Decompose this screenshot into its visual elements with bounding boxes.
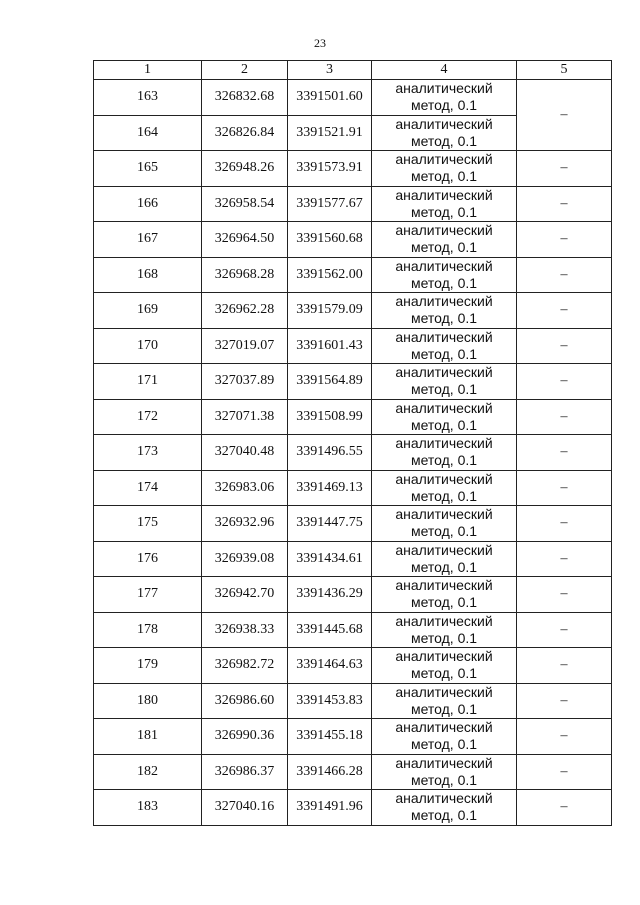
y-coordinate-cell: 3391562.00 [288, 257, 372, 293]
x-coordinate-cell: 327037.89 [202, 364, 288, 400]
note-cell: – [517, 719, 612, 755]
method-line-2: метод, 0.1 [410, 487, 478, 504]
method-cell [372, 364, 517, 400]
note-cell: – [517, 470, 612, 506]
x-coordinate-cell: 326826.84 [202, 115, 288, 151]
point-number-cell: 163 [94, 80, 202, 116]
method-cell [372, 257, 517, 293]
column-header-4: 4 [372, 61, 517, 80]
note-cell: – [517, 577, 612, 613]
method-line-2: метод, 0.1 [410, 132, 478, 149]
method-cell [372, 80, 517, 116]
method-line-1: аналитический [395, 541, 493, 558]
table-row [94, 186, 612, 222]
x-coordinate-cell: 326942.70 [202, 577, 288, 613]
note-cell: – [517, 612, 612, 648]
note-cell: – [517, 506, 612, 542]
point-number-cell: 164 [94, 115, 202, 151]
x-coordinate-cell: 326964.50 [202, 222, 288, 258]
method-line-1: аналитический [395, 399, 493, 416]
y-coordinate-cell: 3391466.28 [288, 754, 372, 790]
point-number-cell: 169 [94, 293, 202, 329]
y-coordinate-cell: 3391469.13 [288, 470, 372, 506]
y-coordinate-cell: 3391496.55 [288, 435, 372, 471]
y-coordinate-cell: 3391601.43 [288, 328, 372, 364]
x-coordinate-cell: 327071.38 [202, 399, 288, 435]
y-coordinate-cell: 3391521.91 [288, 115, 372, 151]
note-cell: – [517, 80, 612, 151]
note-cell: – [517, 399, 612, 435]
x-coordinate-cell: 326962.28 [202, 293, 288, 329]
y-coordinate-cell: 3391564.89 [288, 364, 372, 400]
x-coordinate-cell: 327040.16 [202, 790, 288, 826]
y-coordinate-cell: 3391464.63 [288, 648, 372, 684]
table-row [94, 541, 612, 577]
column-header-2: 2 [202, 61, 288, 80]
method-line-1: аналитический [395, 648, 493, 665]
x-coordinate-cell: 326982.72 [202, 648, 288, 684]
y-coordinate-cell: 3391573.91 [288, 151, 372, 187]
method-line-2: метод, 0.1 [410, 97, 478, 114]
method-line-1: аналитический [395, 328, 493, 345]
table-row [94, 293, 612, 329]
y-coordinate-cell: 3391455.18 [288, 719, 372, 755]
method-cell [372, 328, 517, 364]
point-number-cell: 174 [94, 470, 202, 506]
method-line-2: метод, 0.1 [410, 594, 478, 611]
method-line-2: метод, 0.1 [410, 736, 478, 753]
method-cell [372, 577, 517, 613]
y-coordinate-cell: 3391434.61 [288, 541, 372, 577]
method-cell [372, 115, 517, 151]
method-cell [372, 399, 517, 435]
table-row [94, 257, 612, 293]
table-row [94, 364, 612, 400]
table-row [94, 80, 612, 116]
table-row [94, 399, 612, 435]
point-number-cell: 178 [94, 612, 202, 648]
table-row [94, 328, 612, 364]
page-number: 23 [314, 36, 326, 50]
method-line-2: метод, 0.1 [410, 345, 478, 362]
y-coordinate-cell: 3391447.75 [288, 506, 372, 542]
y-coordinate-cell: 3391579.09 [288, 293, 372, 329]
method-line-1: аналитический [395, 222, 493, 239]
method-line-2: метод, 0.1 [410, 807, 478, 824]
point-number-cell: 179 [94, 648, 202, 684]
x-coordinate-cell: 326948.26 [202, 151, 288, 187]
y-coordinate-cell: 3391453.83 [288, 683, 372, 719]
point-number-cell: 166 [94, 186, 202, 222]
table-row [94, 790, 612, 826]
note-cell: – [517, 151, 612, 187]
point-number-cell: 182 [94, 754, 202, 790]
table-header-row [94, 61, 612, 80]
table-row [94, 506, 612, 542]
table-row [94, 648, 612, 684]
method-line-2: метод, 0.1 [410, 700, 478, 717]
note-cell: – [517, 754, 612, 790]
method-cell [372, 648, 517, 684]
x-coordinate-cell: 327019.07 [202, 328, 288, 364]
point-number-cell: 181 [94, 719, 202, 755]
y-coordinate-cell: 3391560.68 [288, 222, 372, 258]
method-cell [372, 186, 517, 222]
y-coordinate-cell: 3391445.68 [288, 612, 372, 648]
x-coordinate-cell: 326832.68 [202, 80, 288, 116]
note-cell: – [517, 328, 612, 364]
point-number-cell: 175 [94, 506, 202, 542]
y-coordinate-cell: 3391508.99 [288, 399, 372, 435]
x-coordinate-cell: 326983.06 [202, 470, 288, 506]
method-line-2: метод, 0.1 [410, 771, 478, 788]
table-row [94, 754, 612, 790]
table-row [94, 719, 612, 755]
method-line-2: метод, 0.1 [410, 558, 478, 575]
method-cell [372, 506, 517, 542]
point-number-cell: 172 [94, 399, 202, 435]
method-line-1: аналитический [395, 577, 493, 594]
note-cell: – [517, 222, 612, 258]
note-cell: – [517, 648, 612, 684]
method-line-1: аналитический [395, 293, 493, 310]
method-line-2: метод, 0.1 [410, 239, 478, 256]
method-line-2: метод, 0.1 [410, 523, 478, 540]
method-line-1: аналитический [395, 257, 493, 274]
method-line-2: метод, 0.1 [410, 665, 478, 682]
method-cell [372, 683, 517, 719]
method-cell [372, 790, 517, 826]
point-number-cell: 173 [94, 435, 202, 471]
method-line-2: метод, 0.1 [410, 416, 478, 433]
method-line-2: метод, 0.1 [410, 203, 478, 220]
table-body [94, 80, 612, 826]
method-line-2: метод, 0.1 [410, 629, 478, 646]
method-cell [372, 435, 517, 471]
x-coordinate-cell: 326932.96 [202, 506, 288, 542]
method-cell [372, 222, 517, 258]
x-coordinate-cell: 326986.60 [202, 683, 288, 719]
method-cell [372, 719, 517, 755]
note-cell: – [517, 541, 612, 577]
y-coordinate-cell: 3391491.96 [288, 790, 372, 826]
method-cell [372, 612, 517, 648]
method-cell [372, 541, 517, 577]
point-number-cell: 171 [94, 364, 202, 400]
method-line-1: аналитический [395, 754, 493, 771]
x-coordinate-cell: 326938.33 [202, 612, 288, 648]
point-number-cell: 183 [94, 790, 202, 826]
point-number-cell: 170 [94, 328, 202, 364]
x-coordinate-cell: 326990.36 [202, 719, 288, 755]
y-coordinate-cell: 3391501.60 [288, 80, 372, 116]
x-coordinate-cell: 326939.08 [202, 541, 288, 577]
method-line-1: аналитический [395, 115, 493, 132]
method-line-1: аналитический [395, 80, 493, 97]
method-line-1: аналитический [395, 435, 493, 452]
note-cell: – [517, 364, 612, 400]
method-cell [372, 293, 517, 329]
table-row [94, 577, 612, 613]
table-row [94, 612, 612, 648]
point-number-cell: 165 [94, 151, 202, 187]
column-header-5: 5 [517, 61, 612, 80]
note-cell: – [517, 435, 612, 471]
method-line-1: аналитический [395, 719, 493, 736]
point-number-cell: 167 [94, 222, 202, 258]
method-line-1: аналитический [395, 506, 493, 523]
method-line-1: аналитический [395, 186, 493, 203]
note-cell: – [517, 683, 612, 719]
method-line-1: аналитический [395, 364, 493, 381]
note-cell: – [517, 790, 612, 826]
method-line-2: метод, 0.1 [410, 274, 478, 291]
y-coordinate-cell: 3391436.29 [288, 577, 372, 613]
method-line-2: метод, 0.1 [410, 452, 478, 469]
method-line-1: аналитический [395, 790, 493, 807]
method-cell [372, 470, 517, 506]
point-number-cell: 168 [94, 257, 202, 293]
method-cell [372, 754, 517, 790]
method-line-2: метод, 0.1 [410, 168, 478, 185]
column-header-3: 3 [288, 61, 372, 80]
point-number-cell: 177 [94, 577, 202, 613]
x-coordinate-cell: 326986.37 [202, 754, 288, 790]
table-row [94, 470, 612, 506]
point-number-cell: 176 [94, 541, 202, 577]
coordinates-table [93, 60, 612, 826]
x-coordinate-cell: 327040.48 [202, 435, 288, 471]
table-row [94, 435, 612, 471]
note-cell: – [517, 186, 612, 222]
method-line-1: аналитический [395, 151, 493, 168]
table-row [94, 151, 612, 187]
note-cell: – [517, 257, 612, 293]
y-coordinate-cell: 3391577.67 [288, 186, 372, 222]
method-line-1: аналитический [395, 470, 493, 487]
note-cell: – [517, 293, 612, 329]
method-line-1: аналитический [395, 683, 493, 700]
method-cell [372, 151, 517, 187]
method-line-2: метод, 0.1 [410, 381, 478, 398]
table-row [94, 683, 612, 719]
x-coordinate-cell: 326968.28 [202, 257, 288, 293]
point-number-cell: 180 [94, 683, 202, 719]
column-header-1: 1 [94, 61, 202, 80]
method-line-2: метод, 0.1 [410, 310, 478, 327]
x-coordinate-cell: 326958.54 [202, 186, 288, 222]
method-line-1: аналитический [395, 612, 493, 629]
table-row [94, 222, 612, 258]
